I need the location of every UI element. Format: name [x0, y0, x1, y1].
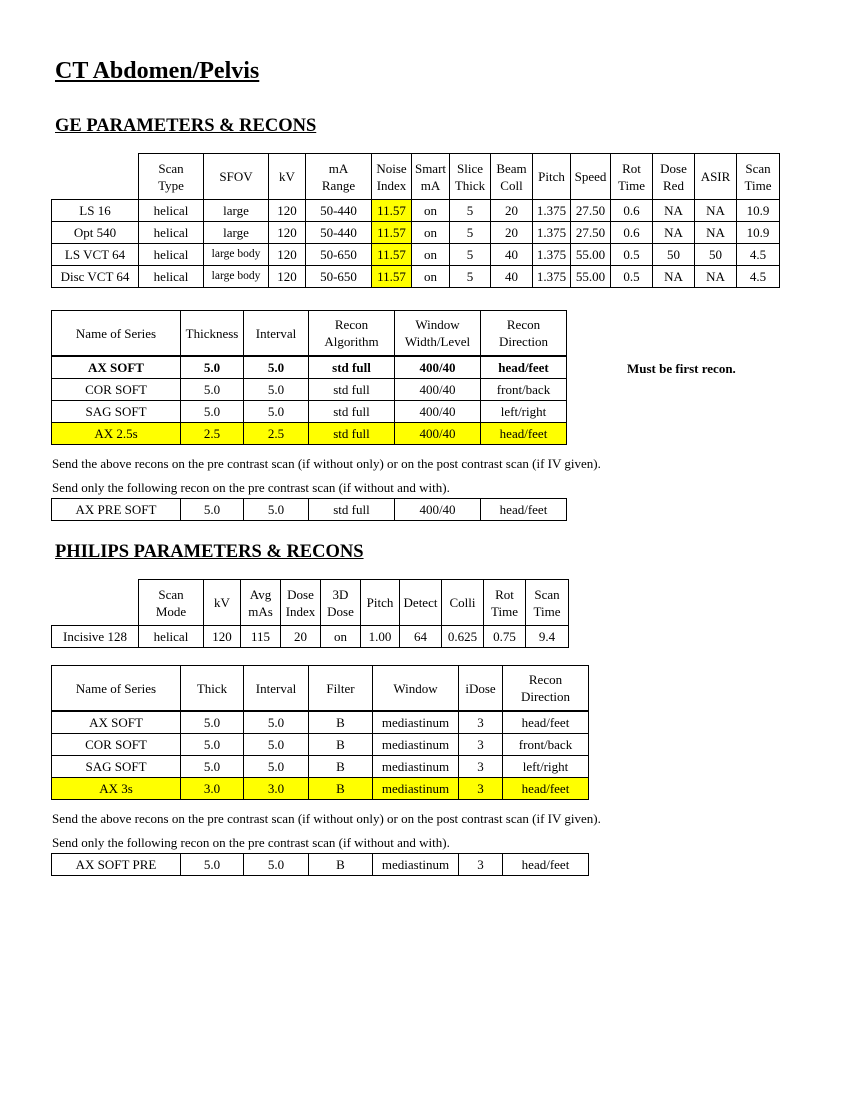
table-cell: AX 2.5s — [52, 423, 181, 445]
column-header: Recon Direction — [503, 666, 589, 712]
table-cell: std full — [309, 423, 395, 445]
philips-heading: PHILIPS PARAMETERS & RECONS — [55, 542, 364, 562]
ge-heading: GE PARAMETERS & RECONS — [55, 116, 317, 136]
column-header: Rot Time — [484, 580, 526, 626]
table-cell: 64 — [400, 626, 442, 648]
table-cell: 5.0 — [244, 401, 309, 423]
blank-cell — [52, 154, 139, 200]
table-cell: on — [412, 244, 450, 266]
table-cell: mediastinum — [373, 854, 459, 876]
table-cell: 20 — [281, 626, 321, 648]
column-header: Colli — [442, 580, 484, 626]
table-cell: on — [321, 626, 361, 648]
table-cell: 5.0 — [244, 711, 309, 734]
table-cell: head/feet — [481, 499, 567, 521]
table-cell: 10.9 — [737, 222, 780, 244]
table-cell: B — [309, 778, 373, 800]
table-cell: 20 — [491, 222, 533, 244]
table-cell: 0.6 — [611, 222, 653, 244]
table-cell: 27.50 — [571, 200, 611, 222]
header-row — [52, 154, 780, 200]
table-cell: 10.9 — [737, 200, 780, 222]
column-header: ASIR — [695, 154, 737, 200]
table-cell: std full — [309, 356, 395, 379]
table-cell: 400/40 — [395, 499, 481, 521]
first-recon-note: Must be first recon. — [627, 361, 736, 376]
table-cell: 3 — [459, 778, 503, 800]
table-row — [52, 711, 589, 734]
column-header: Speed — [571, 154, 611, 200]
ge-recon-table — [51, 310, 567, 445]
table-cell: Opt 540 — [52, 222, 139, 244]
table-cell: LS 16 — [52, 200, 139, 222]
table-cell: 50 — [695, 244, 737, 266]
table-row — [52, 734, 589, 756]
table-cell: 11.57 — [372, 200, 412, 222]
table-cell: Disc VCT 64 — [52, 266, 139, 288]
table-cell: head/feet — [481, 423, 567, 445]
table-cell: 5 — [450, 222, 491, 244]
header-row — [52, 666, 589, 712]
table-cell: 5 — [450, 200, 491, 222]
table-cell: NA — [653, 266, 695, 288]
table-cell: std full — [309, 499, 395, 521]
table-cell: 5.0 — [244, 854, 309, 876]
column-header: SFOV — [204, 154, 269, 200]
table-cell: 120 — [269, 244, 306, 266]
table-cell: helical — [139, 244, 204, 266]
table-cell: on — [412, 222, 450, 244]
table-cell: 2.5 — [244, 423, 309, 445]
column-header: Scan Time — [526, 580, 569, 626]
table-cell: 4.5 — [737, 244, 780, 266]
table-cell: 1.375 — [533, 244, 571, 266]
table-cell: B — [309, 756, 373, 778]
table-cell: head/feet — [503, 711, 589, 734]
table-cell: 2.5 — [181, 423, 244, 445]
header-row — [52, 311, 567, 357]
table-cell: mediastinum — [373, 711, 459, 734]
table-cell: 5 — [450, 244, 491, 266]
table-cell: 55.00 — [571, 266, 611, 288]
header-row — [52, 580, 569, 626]
table-cell: AX SOFT PRE — [52, 854, 181, 876]
column-header: Pitch — [533, 154, 571, 200]
table-cell: on — [412, 266, 450, 288]
table-cell: 3 — [459, 756, 503, 778]
table-cell: large — [204, 200, 269, 222]
table-row — [52, 401, 567, 423]
table-cell: SAG SOFT — [52, 401, 181, 423]
table-cell: 400/40 — [395, 401, 481, 423]
table-cell: left/right — [503, 756, 589, 778]
table-cell: 120 — [269, 222, 306, 244]
table-row — [52, 244, 780, 266]
table-cell: helical — [139, 200, 204, 222]
ge-scan-parameters-table — [51, 153, 780, 288]
table-cell: head/feet — [481, 356, 567, 379]
philips-recon-table — [51, 665, 589, 800]
column-header: Slice Thick — [450, 154, 491, 200]
table-row — [52, 200, 780, 222]
table-cell: 400/40 — [395, 379, 481, 401]
table-cell: 120 — [269, 266, 306, 288]
table-cell: SAG SOFT — [52, 756, 181, 778]
table-cell: 5.0 — [181, 734, 244, 756]
table-cell: 115 — [241, 626, 281, 648]
table-cell: large body — [204, 244, 269, 266]
table-cell: 50-650 — [306, 244, 372, 266]
column-header: mA Range — [306, 154, 372, 200]
column-header: Recon Algorithm — [309, 311, 395, 357]
table-cell: 1.375 — [533, 266, 571, 288]
table-cell: std full — [309, 401, 395, 423]
table-cell: 1.375 — [533, 200, 571, 222]
table-cell: 5.0 — [181, 711, 244, 734]
table-cell: std full — [309, 379, 395, 401]
column-header: 3D Dose — [321, 580, 361, 626]
column-header: Interval — [244, 311, 309, 357]
table-cell: NA — [653, 200, 695, 222]
table-row — [52, 379, 567, 401]
table-cell: front/back — [503, 734, 589, 756]
table-cell: 5.0 — [244, 756, 309, 778]
column-header: kV — [269, 154, 306, 200]
table-cell: 50-440 — [306, 222, 372, 244]
table-cell: B — [309, 854, 373, 876]
table-cell: 5.0 — [244, 499, 309, 521]
table-cell: mediastinum — [373, 756, 459, 778]
table-cell: COR SOFT — [52, 379, 181, 401]
table-cell: 5.0 — [181, 379, 244, 401]
table-cell: 3.0 — [244, 778, 309, 800]
table-cell: 3 — [459, 711, 503, 734]
column-header: Window — [373, 666, 459, 712]
column-header: Scan Time — [737, 154, 780, 200]
table-cell: 0.5 — [611, 244, 653, 266]
table-cell: 40 — [491, 244, 533, 266]
ge-note-send-above: Send the above recons on the pre contrast scan (if without only) or on the post contrast scan (if IV given). — [52, 456, 601, 471]
table-cell: 400/40 — [395, 423, 481, 445]
column-header: Dose Index — [281, 580, 321, 626]
table-cell: 11.57 — [372, 266, 412, 288]
philips-note-send-above: Send the above recons on the pre contrast scan (if without only) or on the post contrast scan (if IV given). — [52, 811, 601, 826]
column-header: Dose Red — [653, 154, 695, 200]
table-cell: 11.57 — [372, 244, 412, 266]
table-cell: head/feet — [503, 854, 589, 876]
table-cell: NA — [653, 222, 695, 244]
table-row — [52, 423, 567, 445]
table-row — [52, 356, 567, 379]
table-cell: 120 — [204, 626, 241, 648]
table-cell: AX SOFT — [52, 356, 181, 379]
table-cell: 27.50 — [571, 222, 611, 244]
ge-pre-contrast-table — [51, 498, 567, 521]
column-header: Pitch — [361, 580, 400, 626]
table-row — [52, 626, 569, 648]
philips-note-send-only: Send only the following recon on the pre contrast scan (if without and with). — [52, 835, 450, 850]
table-cell: AX 3s — [52, 778, 181, 800]
table-cell: helical — [139, 266, 204, 288]
table-cell: 0.75 — [484, 626, 526, 648]
table-cell: 3 — [459, 734, 503, 756]
column-header: Filter — [309, 666, 373, 712]
table-cell: 5.0 — [181, 499, 244, 521]
table-cell: 0.6 — [611, 200, 653, 222]
table-cell: 0.625 — [442, 626, 484, 648]
column-header: Detect — [400, 580, 442, 626]
table-cell: AX PRE SOFT — [52, 499, 181, 521]
table-cell: 5.0 — [181, 401, 244, 423]
table-cell: 5.0 — [244, 379, 309, 401]
table-cell: 5.0 — [244, 734, 309, 756]
column-header: Noise Index — [372, 154, 412, 200]
table-cell: 4.5 — [737, 266, 780, 288]
column-header: iDose — [459, 666, 503, 712]
column-header: Recon Direction — [481, 311, 567, 357]
table-cell: 50-650 — [306, 266, 372, 288]
table-cell: NA — [695, 200, 737, 222]
table-row — [52, 499, 567, 521]
column-header: Thick — [181, 666, 244, 712]
column-header: Avg mAs — [241, 580, 281, 626]
table-cell: helical — [139, 222, 204, 244]
table-cell: 20 — [491, 200, 533, 222]
ge-note-send-only: Send only the following recon on the pre contrast scan (if without and with). — [52, 480, 450, 495]
table-cell: 5.0 — [181, 756, 244, 778]
table-cell: 5.0 — [181, 356, 244, 379]
table-cell: AX SOFT — [52, 711, 181, 734]
table-row — [52, 854, 589, 876]
column-header: Window Width/Level — [395, 311, 481, 357]
column-header: Name of Series — [52, 666, 181, 712]
table-cell: mediastinum — [373, 734, 459, 756]
table-cell: 400/40 — [395, 356, 481, 379]
table-row — [52, 778, 589, 800]
philips-scan-parameters-table — [51, 579, 569, 648]
column-header: Beam Coll — [491, 154, 533, 200]
column-header: Name of Series — [52, 311, 181, 357]
table-cell: large — [204, 222, 269, 244]
table-cell: COR SOFT — [52, 734, 181, 756]
blank-cell — [52, 580, 139, 626]
table-cell: head/feet — [503, 778, 589, 800]
table-cell: 11.57 — [372, 222, 412, 244]
page-title: CT Abdomen/Pelvis — [55, 58, 260, 84]
philips-pre-contrast-table — [51, 853, 589, 876]
table-cell: front/back — [481, 379, 567, 401]
table-row — [52, 756, 589, 778]
table-cell: mediastinum — [373, 778, 459, 800]
table-cell: 120 — [269, 200, 306, 222]
table-cell: NA — [695, 266, 737, 288]
table-row — [52, 222, 780, 244]
column-header: Scan Type — [139, 154, 204, 200]
table-cell: 40 — [491, 266, 533, 288]
table-cell: large body — [204, 266, 269, 288]
table-cell: 5.0 — [181, 854, 244, 876]
column-header: Interval — [244, 666, 309, 712]
table-cell: on — [412, 200, 450, 222]
table-cell: left/right — [481, 401, 567, 423]
column-header: Rot Time — [611, 154, 653, 200]
table-row — [52, 266, 780, 288]
table-cell: 5.0 — [244, 356, 309, 379]
table-cell: B — [309, 711, 373, 734]
table-cell: 1.00 — [361, 626, 400, 648]
column-header: Scan Mode — [139, 580, 204, 626]
table-cell: 5 — [450, 266, 491, 288]
table-cell: 50 — [653, 244, 695, 266]
table-cell: 3.0 — [181, 778, 244, 800]
column-header: kV — [204, 580, 241, 626]
table-cell: 1.375 — [533, 222, 571, 244]
table-cell: LS VCT 64 — [52, 244, 139, 266]
table-cell: 3 — [459, 854, 503, 876]
table-cell: 50-440 — [306, 200, 372, 222]
table-cell: Incisive 128 — [52, 626, 139, 648]
column-header: Thickness — [181, 311, 244, 357]
table-cell: 55.00 — [571, 244, 611, 266]
table-cell: helical — [139, 626, 204, 648]
table-cell: 0.5 — [611, 266, 653, 288]
table-cell: 9.4 — [526, 626, 569, 648]
table-cell: B — [309, 734, 373, 756]
table-cell: NA — [695, 222, 737, 244]
column-header: Smart mA — [412, 154, 450, 200]
